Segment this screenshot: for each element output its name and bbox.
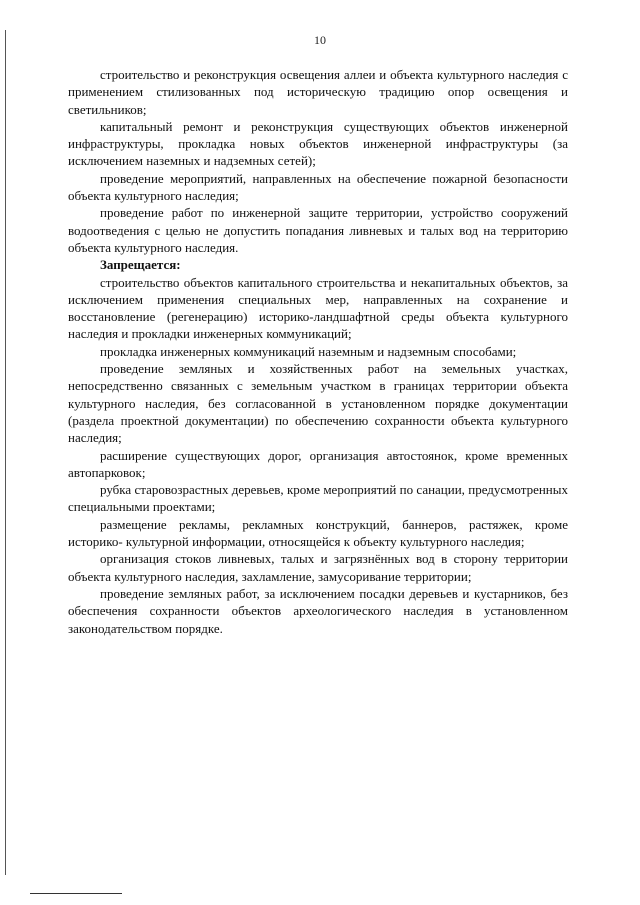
paragraph-overhead-utilities: прокладка инженерных коммуникаций наземным и надземным способами; — [100, 343, 517, 359]
paragraph-earthworks-approval: проведение земляных и хозяйственных работ на земельных участках, непосредственно связанных с земельным участком в границах территории объекта культурного наследия, без согласованной в установленном порядке документации (раздела проектной документации) по обеспечению сохранности объекта культурного наследия; — [68, 361, 568, 446]
page-number: 10 — [314, 33, 326, 47]
paragraph-infrastructure-repair: капитальный ремонт и реконструкция существующих объектов инженерной инфраструктуры, прокладка новых объектов инженерной инфраструктуры (за исключением наземных и надземных сетей); — [68, 118, 568, 169]
section-heading-prohibited: Запрещается: — [100, 257, 181, 273]
paragraph-advertising: размещение рекламы, рекламных конструкций, баннеров, растяжек, кроме историко- культурной информации, относящейся к объекту культурного наследия; — [68, 516, 568, 550]
paragraph-archaeology: проведение земляных работ, за исключением посадки деревьев и кустарников, без обеспечения сохранности объектов археологического наследия в установленном законодательством порядке. — [68, 585, 568, 636]
paragraph-construction-ban: строительство объектов капитального строительства и некапитальных объектов, за исключением применения специальных мер, направленных на сохранение и восстановление (регенерацию) историко-ландшафтной среды объекта культурного наследия и прокладки инженерных коммуникаций; — [68, 274, 568, 342]
paragraph-road-widening: расширение существующих дорог, организация автостоянок, кроме временных автопарковок; — [68, 447, 568, 480]
paragraph-drainage: организация стоков ливневых, талых и загрязнённых вод в сторону территории объекта культурного наследия, захламление, замусоривание территории; — [68, 551, 568, 584]
paragraph-engineering-protection: проведение работ по инженерной защите территории, устройство сооружений водоотведения с целью не допустить попадания ливневых и талых вод на территорию объекта культурного наследия. — [68, 205, 568, 255]
document-body — [68, 66, 568, 637]
left-margin-line — [5, 30, 6, 875]
footnote-separator-line — [30, 893, 122, 894]
paragraph-tree-felling: рубка старовозрастных деревьев, кроме мероприятий по санации, предусмотренных специальными проектами; — [68, 482, 568, 515]
paragraph-fire-safety: проведение мероприятий, направленных на обеспечение пожарной безопасности объекта культурного наследия; — [68, 170, 568, 204]
paragraph-lighting: строительство и реконструкция освещения аллеи и объекта культурного наследия с применением стилизованных под историческую традицию опор освещения и светильников; — [68, 67, 568, 117]
